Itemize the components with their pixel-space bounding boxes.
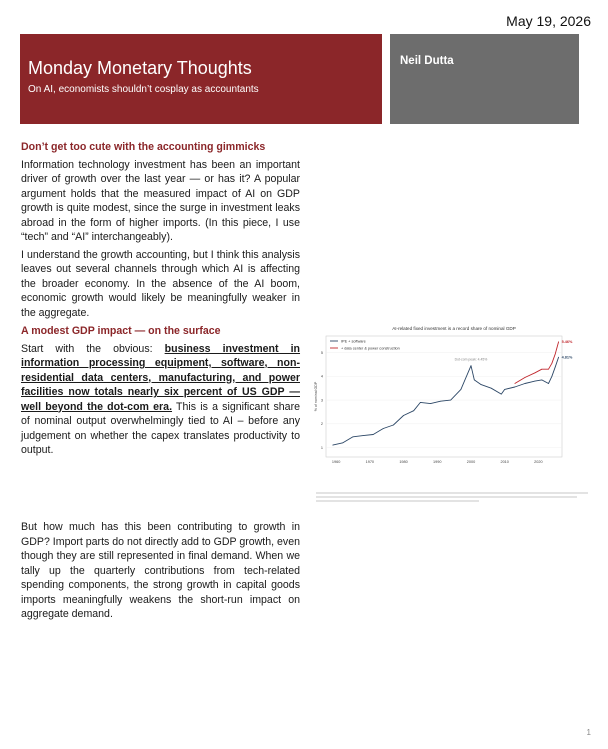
chart-annotation: Dot-com peak: 4.45% — [454, 357, 488, 362]
chart-x-tick-label: 2010 — [500, 460, 509, 464]
chart-point — [491, 388, 492, 389]
paragraph-2: I understand the growth accounting, but I think this analysis leaves out several channels through which AI is affecting the broader economy. In the absence of the AI boom, economic growth would likely be meaningfully weaker in the aggregate. — [21, 248, 300, 319]
chart-point — [535, 372, 536, 373]
chart-source-note — [316, 492, 588, 504]
chart-point — [413, 410, 414, 411]
chart-point — [557, 348, 558, 349]
chart-point — [363, 435, 364, 436]
chart-y-axis-label: % of nominal GDP — [314, 381, 318, 412]
chart-point — [541, 369, 542, 370]
chart-frame — [326, 336, 562, 457]
chart-x-tick-label: 2000 — [466, 460, 476, 464]
chart-series-line-1 — [333, 357, 559, 445]
chart-x-tick-label: 1970 — [365, 460, 375, 464]
investment-share-chart — [314, 322, 590, 482]
page-number: 1 — [586, 728, 591, 737]
chart-point — [525, 377, 526, 378]
paragraph-3 — [21, 342, 300, 458]
chart-point — [548, 369, 549, 370]
chart-point — [430, 403, 431, 404]
chart-x-tick-label: 1960 — [331, 460, 341, 464]
chart-point — [383, 428, 384, 429]
chart-point — [525, 383, 526, 384]
chart-point — [461, 389, 462, 390]
chart-point — [332, 445, 333, 446]
paragraph-1: Information technology investment has been an important driver of growth over the last year — or has it? A popular argument holds that the measured impact of AI on GDP growth is quite modest, since the surge in investment leaks abroad in the form of higher imports. (In this piece, I use “tech” and “AI” interchangeably). — [21, 158, 300, 243]
chart-point — [474, 380, 475, 381]
chart-end-label-blue: 4.81% — [561, 355, 573, 360]
chart-point — [514, 383, 515, 384]
paragraph-3-lead: Start with the obvious: — [21, 342, 165, 355]
chart-point — [450, 400, 451, 401]
chart-point — [353, 436, 354, 437]
chart-point — [393, 425, 394, 426]
chart-legend-label: IPE + software — [341, 339, 366, 344]
chart-series-line-2 — [515, 342, 559, 384]
chart-y-tick-label: 1 — [320, 445, 323, 450]
chart-x-tick-label: 2020 — [534, 460, 543, 464]
chart-point — [471, 365, 472, 366]
chart-point — [514, 387, 515, 388]
chart-legend-label: + data center & power construction — [341, 346, 400, 351]
article-column-bottom — [21, 520, 300, 622]
article-column-top — [21, 140, 300, 458]
chart-x-tick-label: 1980 — [399, 460, 408, 464]
report-subtitle: On AI, economists shouldn’t cosplay as accountants — [28, 84, 259, 95]
chart-point — [535, 381, 536, 382]
chart-end-label-red: 5.46% — [561, 339, 573, 344]
chart-point — [504, 389, 505, 390]
chart-point — [558, 341, 559, 342]
chart-y-tick-label: 3 — [320, 398, 323, 403]
report-date: May 19, 2026 — [506, 13, 591, 29]
chart-point — [440, 401, 441, 402]
chart-point — [555, 353, 556, 354]
section-heading-gdp-impact: A modest GDP impact — on the surface — [21, 325, 221, 337]
chart-point — [501, 394, 502, 395]
chart-point — [481, 384, 482, 385]
paragraph-4: But how much has this been contributing to growth in GDP? Import parts do not directly add to GDP growth, even though they are still represented in final demand. When we tally up the quarterly contributions from tech-related spending components, the strong growth in capital goods imports meaningfully weakens the short-run impact on aggregate demand. — [21, 521, 300, 620]
chart-point — [558, 357, 559, 358]
chart-point — [552, 376, 553, 377]
chart-y-tick-label: 2 — [320, 422, 323, 427]
chart-point — [555, 366, 556, 367]
chart-point — [343, 442, 344, 443]
chart-title: AI-related fixed investment is a record share of nominal GDP — [392, 326, 516, 331]
author-panel — [390, 34, 579, 124]
chart-point — [541, 380, 542, 381]
chart-point — [403, 415, 404, 416]
author-name: Neil Dutta — [400, 55, 454, 67]
chart-point — [552, 363, 553, 364]
chart-point — [420, 402, 421, 403]
chart-y-tick-label: 4 — [320, 374, 323, 379]
paragraph-3-tail: This is a significant share of nominal output overwhelmingly tied to AI – before any judgement on whether the capex translates productivity to output. — [21, 400, 300, 456]
title-banner — [20, 34, 382, 124]
report-title: Monday Monetary Thoughts — [28, 58, 252, 78]
paragraph-3-emphasis: business investment in information processing equipment, software, non-residential data centers, manufacturing, and power facilities now totals nearly six percent of US GDP — well beyond the dot-com era. — [21, 342, 301, 413]
chart-x-tick-label: 1990 — [433, 460, 442, 464]
chart-point — [373, 434, 374, 435]
chart-y-tick-label: 5 — [320, 350, 323, 355]
chart-point — [548, 383, 549, 384]
section-heading-accounting: Don’t get too cute with the accounting gimmicks — [21, 141, 266, 153]
